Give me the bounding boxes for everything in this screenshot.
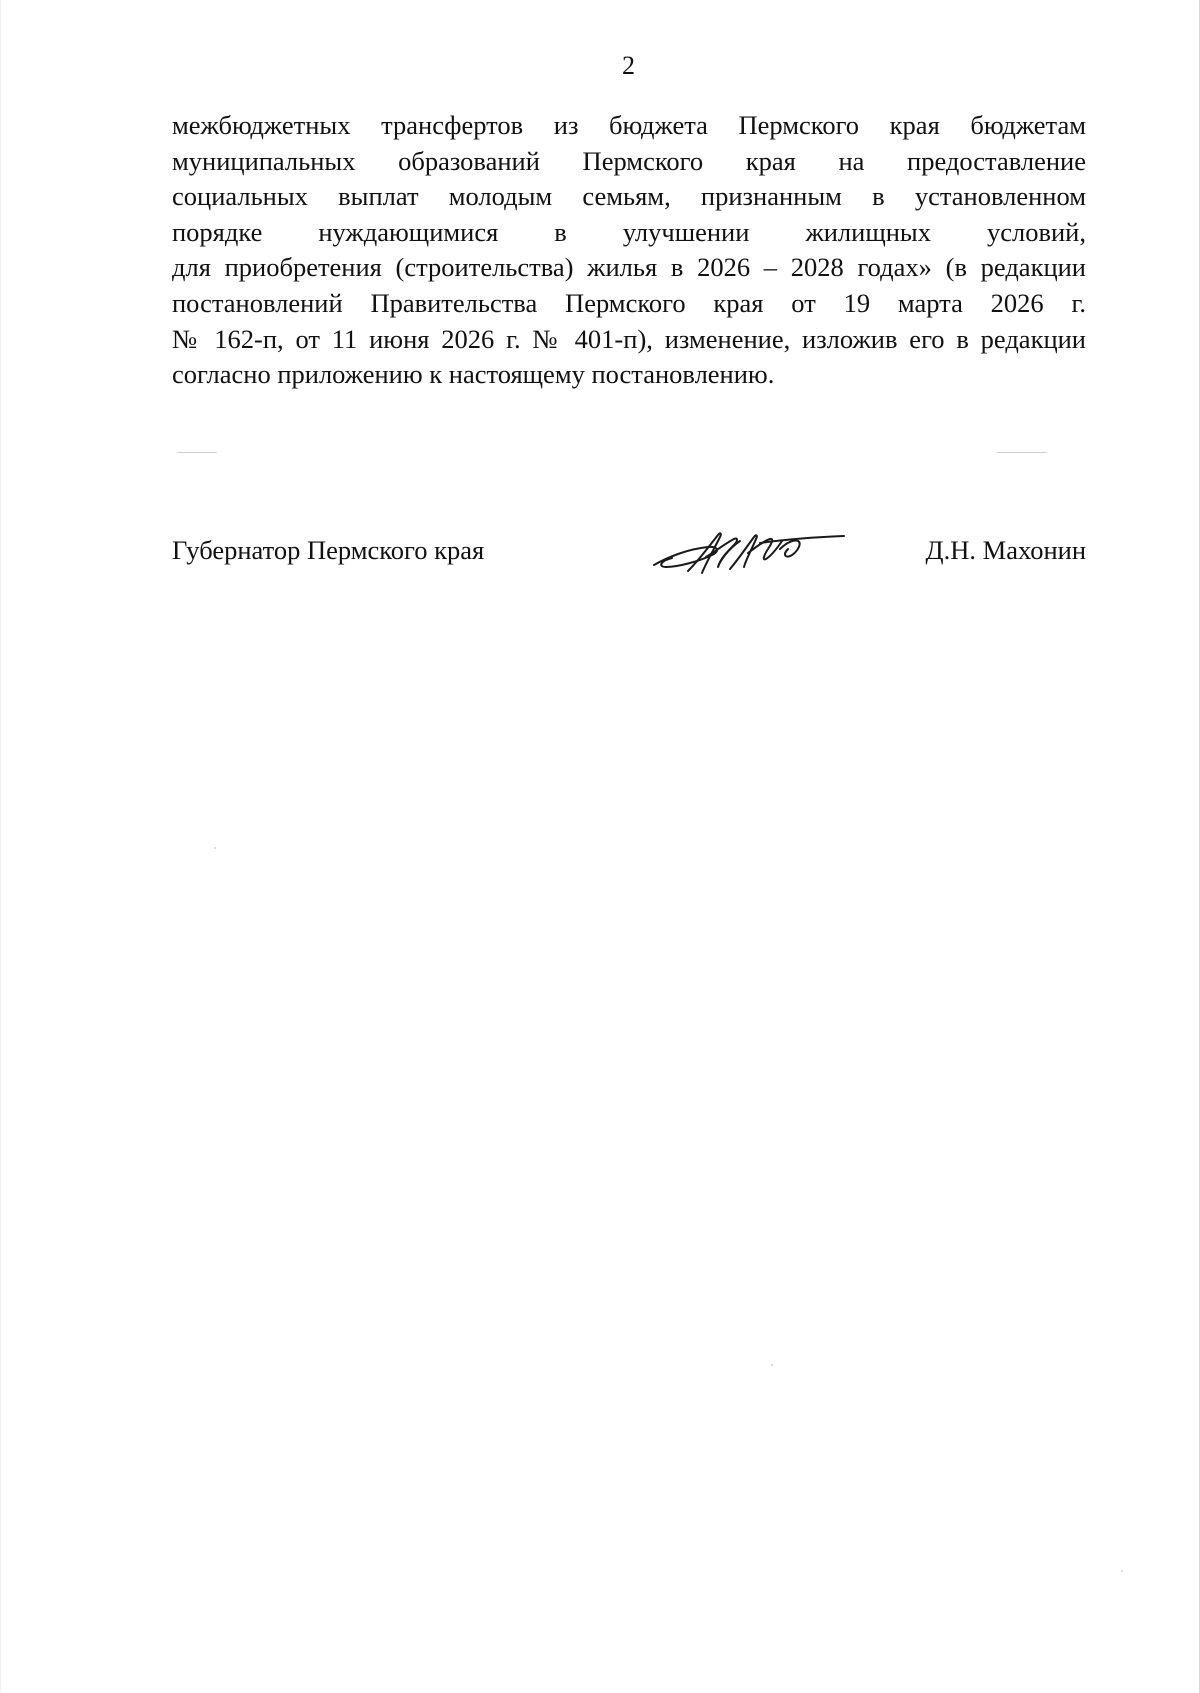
scan-artifact (177, 452, 217, 453)
scan-artifact (997, 452, 1047, 453)
scan-artifact (214, 847, 216, 849)
signer-title: Губернатор Пермского края (172, 535, 485, 565)
handwritten-signature (648, 521, 848, 581)
body-line: для приобретения (строительства) жилья в 2026 – 2028 годах» (в редакции (172, 252, 1086, 283)
body-line: социальных выплат молодым семьям, признанным в установленном (172, 181, 1086, 212)
body-line: муниципальных образований Пермского края на предоставление (172, 145, 1086, 176)
body-line: постановлений Правительства Пермского края от 19 марта 2026 г. (172, 287, 1086, 318)
body-line: межбюджетных трансфертов из бюджета Пермского края бюджетам (172, 110, 1086, 140)
signature-block (172, 527, 1086, 577)
body-line: согласно приложению к настоящему постановлению. (172, 359, 775, 390)
scan-artifact (771, 1364, 773, 1366)
body-line: № 162-п, от 11 июня 2026 г. № 401-п), изменение, изложив его в редакции (172, 323, 1086, 354)
signer-name: Д.Н. Махонин (925, 535, 1086, 565)
body-line: порядке нуждающимися в улучшении жилищных условий, (172, 216, 1086, 247)
body-paragraph (172, 108, 1086, 393)
scan-artifact (1121, 1570, 1123, 1572)
page-number: 2 (622, 51, 635, 80)
